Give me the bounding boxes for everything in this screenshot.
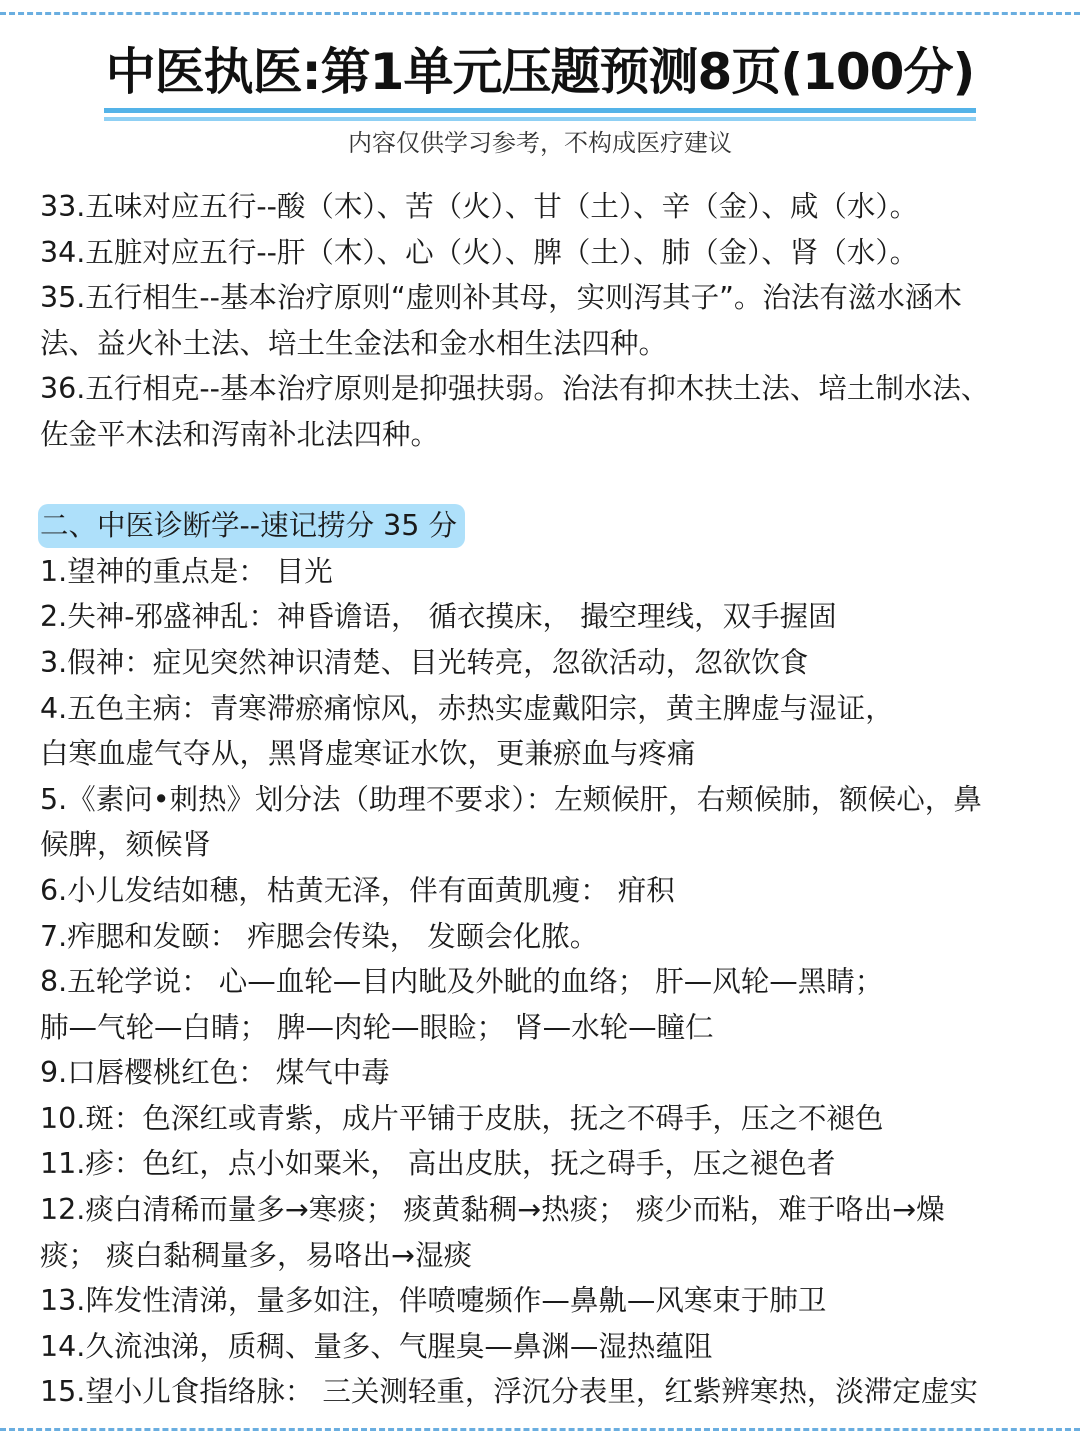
text-line: 2.失神-邪盛神乱：神昏谵语， 循衣摸床， 撮空理线，双手握固 [40, 600, 837, 634]
text-line: 8.五轮学说： 心—血轮—目内眦及外眦的血络； 肝—风轮—黑睛； [40, 965, 884, 999]
text-line: 14.久流浊涕，质稠、量多、气腥臭—鼻渊—湿热蕴阻 [40, 1329, 713, 1363]
text-line: 15.望小儿食指络脉： 三关测轻重，浮沉分表里，红紫辨寒热，淡滞定虚实 [40, 1375, 978, 1409]
text-line: 33.五味对应五行--酸（木）、苦（火）、甘（土）、辛（金）、咸（水）。 [40, 190, 919, 223]
text-line: 35.五行相生--基本治疗原则“虚则补其母，实则泻其子”。治法有滋水涵木 [40, 281, 962, 315]
section-heading: 二、中医诊断学--速记捞分 35 分 [38, 504, 465, 548]
section-heading-row [40, 503, 1050, 549]
text-line: 白寒血虚气夺从，黑肾虚寒证水饮，更兼瘀血与疼痛 [40, 737, 696, 771]
text-line: 11.疹：色红，点小如粟米， 高出皮肤，抚之碍手，压之褪色者 [40, 1147, 836, 1181]
text-line: 1.望神的重点是： 目光 [40, 554, 333, 588]
text-line: 6.小儿发结如穗，枯黄无泽，伴有面黄肌瘦： 疳积 [40, 873, 675, 907]
text-line: 痰； 痰白黏稠量多，易咯出→湿痰 [40, 1238, 472, 1272]
title-container [0, 38, 1080, 113]
text-line: 肺—气轮—白睛； 脾—肉轮—眼睑； 肾—水轮—瞳仁 [40, 1010, 714, 1044]
text-line: 13.阵发性清涕，量多如注，伴喷嚏频作—鼻鼽—风寒束于肺卫 [40, 1284, 827, 1318]
text-line: 36.五行相克--基本治疗原则是抑强扶弱。治法有抑木扶土法、培土制水法、 [40, 372, 990, 406]
page-title: 中医执医:第1单元压题预测8页(100分) [104, 38, 977, 113]
text-line: 佐金平木法和泻南补北法四种。 [40, 417, 440, 451]
text-line: 候脾，颏候肾 [40, 828, 212, 862]
bottom-dashed-border [0, 1428, 1080, 1431]
text-line: 9.口唇樱桃红色： 煤气中毒 [40, 1056, 390, 1090]
text-line: 12.痰白清稀而量多→寒痰； 痰黄黏稠→热痰； 痰少而粘，难于咯出→燥 [40, 1193, 945, 1227]
disclaimer-subtitle: 内容仅供学习参考，不构成医疗建议 [348, 129, 732, 157]
document-body [40, 184, 1050, 1415]
text-line: 7.痄腮和发颐： 痄腮会传染， 发颐会化脓。 [40, 919, 599, 953]
text-line: 5.《素问•刺热》划分法（助理不要求）：左颊候肝，右颊候肺，额候心，鼻 [40, 782, 982, 816]
text-line: 4.五色主病：青寒滞瘀痛惊风，赤热实虚戴阳宗，黄主脾虚与湿证， [40, 691, 894, 725]
text-line: 3.假神：症见突然神识清楚、目光转亮，忽欲活动，忽欲饮食 [40, 645, 809, 679]
text-line: 34.五脏对应五行--肝（木）、心（火）、脾（土）、肺（金）、肾（水）。 [40, 235, 919, 269]
text-line: 10.斑：色深红或青紫，成片平铺于皮肤，抚之不碍手，压之不褪色 [40, 1101, 884, 1135]
text-line: 法、益火补土法、培土生金法和金水相生法四种。 [40, 326, 668, 360]
top-dashed-border [0, 12, 1080, 15]
blank-spacer [40, 458, 1050, 504]
